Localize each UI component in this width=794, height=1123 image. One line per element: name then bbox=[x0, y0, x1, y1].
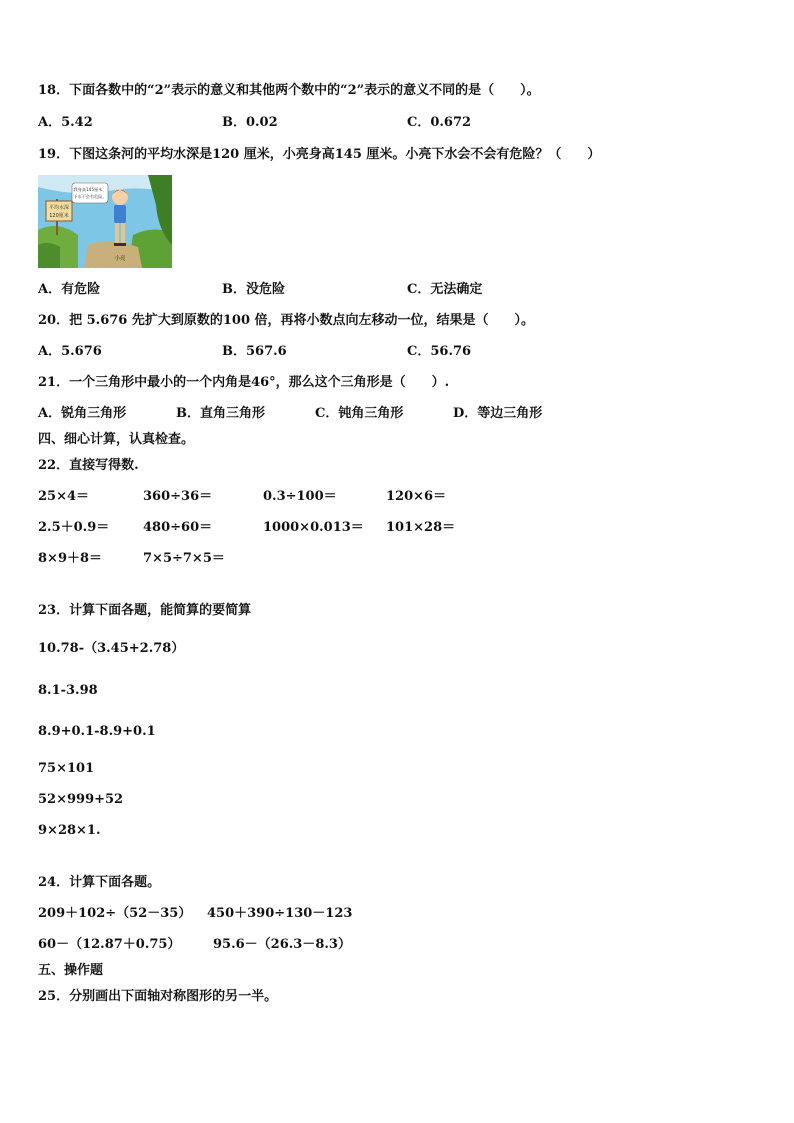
q22-r2-c2: 480÷60＝ bbox=[143, 520, 213, 535]
q23-item-2: 8.1-3.98 bbox=[38, 683, 98, 698]
q19-option-a: A．有危险 bbox=[38, 282, 101, 297]
q21-option-a: A．锐角三角形 bbox=[38, 406, 127, 421]
q24-r1-c2: 450＋390÷130－123 bbox=[207, 906, 353, 921]
q22-r2-c4: 101×28＝ bbox=[386, 520, 456, 535]
sign-line-1: 平均水深 bbox=[48, 205, 70, 211]
q22-r1-c3: 0.3÷100＝ bbox=[263, 489, 337, 504]
bubble-line-1: 我身高145厘米， bbox=[73, 187, 107, 192]
bubble-line-2: 下水不会有危险。 bbox=[73, 194, 107, 199]
q23-item-3: 8.9+0.1-8.9+0.1 bbox=[38, 724, 156, 739]
q21-option-d: D．等边三角形 bbox=[453, 406, 543, 421]
q24-r2-c2: 95.6－（26.3－8.3） bbox=[213, 937, 351, 952]
q19-option-c: C．无法确定 bbox=[407, 282, 483, 297]
sign-line-2: 120厘米 bbox=[49, 213, 69, 219]
q18-option-a: A．5.42 bbox=[38, 115, 93, 130]
q22-r3-c2: 7×5÷7×5＝ bbox=[143, 551, 225, 566]
q23-stem: 23．计算下面各题，能简算的要简算 bbox=[38, 603, 252, 618]
q24-stem: 24．计算下面各题。 bbox=[38, 875, 161, 890]
q25-stem: 25．分别画出下面轴对称图形的另一半。 bbox=[38, 989, 278, 1004]
boy-caption: 小亮 bbox=[114, 256, 126, 262]
q23-item-5: 52×999+52 bbox=[38, 792, 124, 807]
q19-option-b: B．没危险 bbox=[222, 282, 285, 297]
q22-r1-c1: 25×4＝ bbox=[38, 489, 90, 504]
q22-stem: 22．直接写得数. bbox=[38, 458, 139, 473]
q22-r2-c1: 2.5＋0.9＝ bbox=[38, 520, 110, 535]
q20-option-c: C．56.76 bbox=[407, 344, 472, 359]
q22-r3-c1: 8×9＋8＝ bbox=[38, 551, 103, 566]
q21-stem: 21．一个三角形中最小的一个内角是46°，那么这个三角形是（ ）. bbox=[38, 375, 450, 390]
q23-item-6: 9×28×1. bbox=[38, 823, 101, 838]
q23-item-4: 75×101 bbox=[38, 761, 95, 776]
q21-option-c: C．钝角三角形 bbox=[315, 406, 404, 421]
q22-r1-c4: 120×6＝ bbox=[386, 489, 447, 504]
q18-option-b: B．0.02 bbox=[222, 115, 278, 130]
q20-option-b: B．567.6 bbox=[222, 344, 287, 359]
q23-item-1: 10.78-（3.45+2.78） bbox=[38, 641, 185, 656]
q24-r1-c1: 209＋102÷（52－35） bbox=[38, 906, 192, 921]
q20-option-a: A．5.676 bbox=[38, 344, 102, 359]
q19-illustration bbox=[38, 175, 172, 268]
q18-stem: 18．下面各数中的“2”表示的意义和其他两个数中的“2”表示的意义不同的是（ ）。 bbox=[38, 83, 540, 98]
section-5-heading: 五、操作题 bbox=[38, 963, 104, 978]
q21-option-b: B．直角三角形 bbox=[176, 406, 265, 421]
river-boy-picture bbox=[38, 175, 172, 268]
q18-option-c: C．0.672 bbox=[407, 115, 472, 130]
q22-r1-c2: 360÷36＝ bbox=[143, 489, 213, 504]
q22-r2-c3: 1000×0.013＝ bbox=[263, 520, 364, 535]
q19-stem: 19．下图这条河的平均水深是120 厘米，小亮身高145 厘米。小亮下水会不会有危险？（ ） bbox=[38, 147, 601, 162]
q20-stem: 20．把 5.676 先扩大到原数的100 倍，再将小数点向左移动一位，结果是（ ）。 bbox=[38, 313, 535, 328]
q24-r2-c1: 60－（12.87＋0.75） bbox=[38, 937, 181, 952]
section-4-heading: 四、细心计算，认真检查。 bbox=[38, 432, 195, 447]
